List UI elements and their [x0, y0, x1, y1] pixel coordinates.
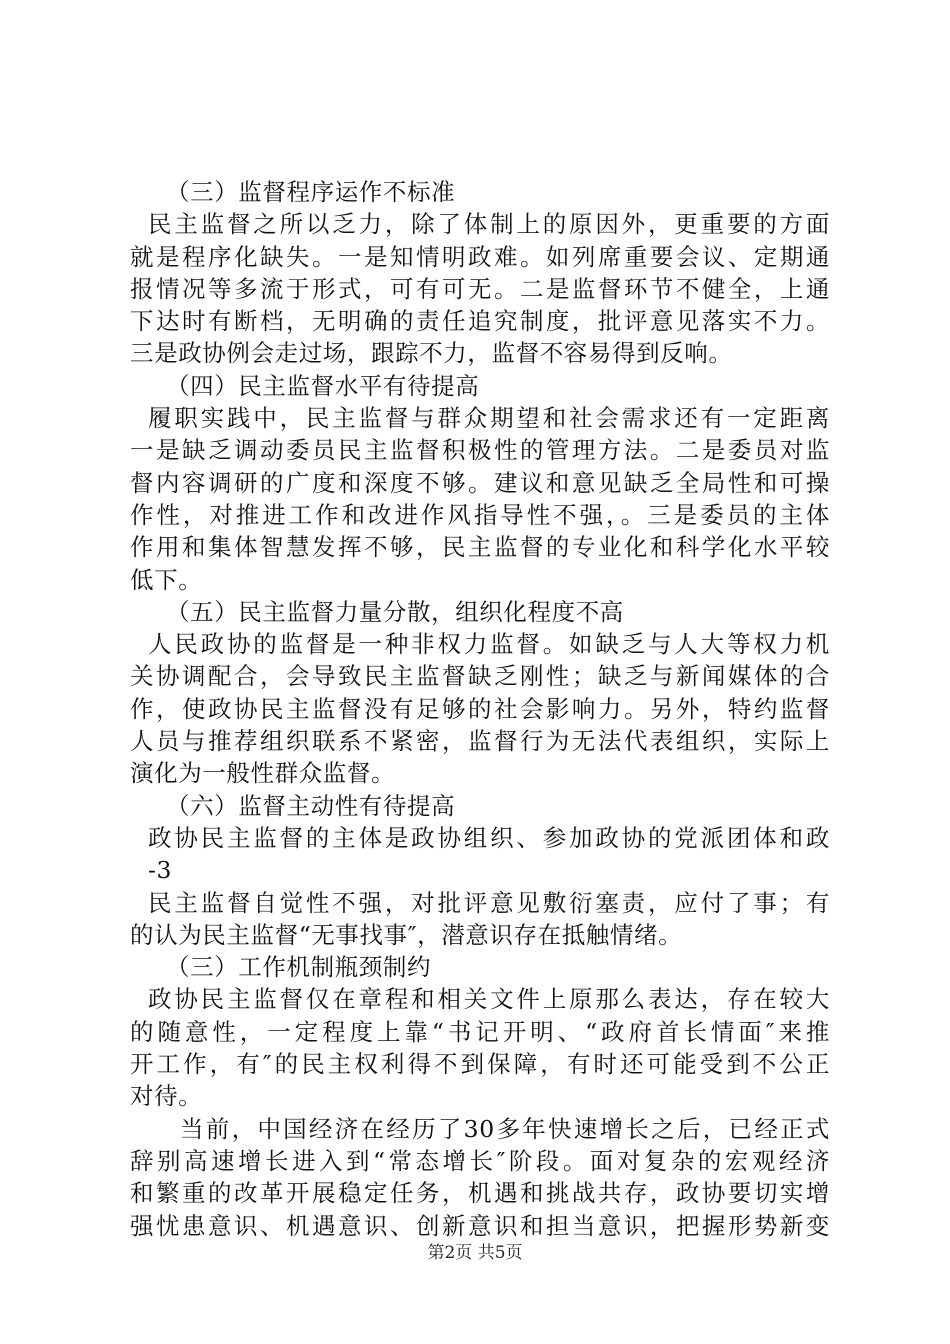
paragraph-line: 关协调配合，会导致民主监督缺乏刚性；缺乏与新闻媒体的合 — [130, 662, 830, 691]
document-body — [130, 176, 830, 1242]
paragraph-line: 民主监督自觉性不强，对批评意见敷衍塞责，应付了事；有 — [148, 888, 830, 917]
paragraph-line: 和繁重的改革开展稳定任务，机遇和挑战共存，政协要切实增 — [130, 1179, 830, 1208]
paragraph-line: 对待。 — [130, 1082, 203, 1111]
section-heading: （四）民主监督水平有待提高 — [166, 371, 480, 400]
paragraph-line: 三是政协例会走过场，跟踪不力，监督不容易得到反响。 — [130, 339, 733, 368]
paragraph-line: 督内容调研的广度和深度不够。建议和意见缺乏全局性和可操 — [130, 468, 830, 497]
paragraph-line: 强忧患意识、机遇意识、创新意识和担当意识，把握形势新变 — [130, 1211, 830, 1240]
paragraph-line: 民主监督之所以乏力，除了体制上的原因外，更重要的方面 — [148, 210, 830, 239]
paragraph-line: 履职实践中，民主监督与群众期望和社会需求还有一定距离 — [148, 404, 830, 433]
paragraph-line: 的随意性，一定程度上靠“书记开明、“政府首长情面″来推 — [130, 1017, 830, 1046]
paragraph-line: 人民政协的监督是一种非权力监督。如缺乏与人大等权力机 — [148, 630, 830, 659]
paragraph-line: 低下。 — [130, 565, 203, 594]
paragraph-line: 下达时有断档，无明确的责任追究制度，批评意见落实不力。 — [130, 307, 830, 336]
section-heading: （五）民主监督力量分散，组织化程度不高 — [166, 597, 624, 626]
paragraph-line: 政协民主监督的主体是政协组织、参加政协的党派团体和政 — [148, 823, 830, 852]
paragraph-line: 演化为一般性群众监督。 — [130, 759, 396, 788]
paragraph-line: 辞别高速增长进入到“常态增长″阶段。面对复杂的宏观经济 — [130, 1146, 830, 1175]
paragraph-line: 当前，中国经济在经历了30多年快速增长之后，已经正式 — [180, 1114, 830, 1143]
paragraph-line: 作用和集体智慧发挥不够，民主监督的专业化和科学化水平较 — [130, 533, 830, 562]
paragraph-line: 报情况等多流于形式，可有可无。二是监督环节不健全，上通 — [130, 274, 830, 303]
page-fragment-marker: -3 — [148, 856, 173, 885]
paragraph-line: 政协民主监督仅在章程和相关文件上原那么表达，存在较大 — [148, 985, 830, 1014]
paragraph-line: 的认为民主监督“无事找事″，潜意识存在抵触情绪。 — [130, 920, 683, 949]
section-heading: （三）监督程序运作不标准 — [166, 178, 456, 206]
paragraph-line: 作，使政协民主监督没有足够的社会影响力。另外，特约监督 — [130, 694, 830, 723]
paragraph-line: 就是程序化缺失。一是知情明政难。如列席重要会议、定期通 — [130, 242, 830, 271]
section-heading: （六）监督主动性有待提高 — [166, 791, 456, 820]
paragraph-line: 一是缺乏调动委员民主监督积极性的管理方法。二是委员对监 — [130, 436, 830, 465]
paragraph-line: 开工作，有″的民主权利得不到保障，有时还可能受到不公正 — [130, 1050, 830, 1079]
paragraph-line: 作性，对推进工作和改进作风指导性不强，。三是委员的主体 — [130, 500, 830, 529]
page-number-footer: 第2页 共5页 — [427, 1243, 523, 1263]
section-heading: （三）工作机制瓶颈制约 — [166, 953, 432, 982]
paragraph-line: 人员与推荐组织联系不紧密，监督行为无法代表组织，实际上 — [130, 727, 830, 756]
